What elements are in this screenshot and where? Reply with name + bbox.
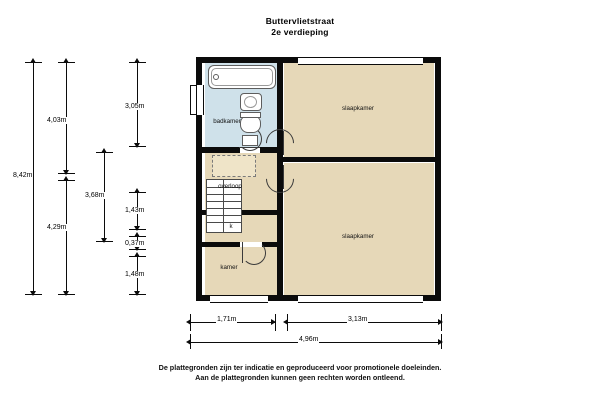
dimension-lower-height-label: 4,29m [47, 224, 67, 231]
room-slaapkamer-onder-fill [284, 163, 434, 295]
door-leaf-kamer [242, 242, 243, 263]
room-kamer-fill [205, 247, 277, 295]
window-bottom-right [298, 295, 423, 303]
dimension-kast-height-label: 0,37m [125, 240, 145, 247]
door-arc-kamer [242, 241, 266, 265]
dimension-stair-height-label: 1,43m [125, 207, 145, 214]
dimension-kamer-height-label: 1,48m [125, 271, 145, 278]
window-badkamer-left [196, 85, 204, 115]
wall-horizontal-slaapkamers [283, 157, 441, 162]
door-leaf-slaapkamer-onder [283, 165, 284, 189]
room-label-slaapkamer-boven: slaapkamer [342, 105, 374, 112]
bathtub-inner [211, 68, 273, 86]
window-badkamer-left-recess [190, 85, 197, 115]
page-title: Buttervlietstraat [265, 16, 335, 26]
room-label-kamer: kamer [220, 264, 238, 271]
room-label-badkamer: badkamer [213, 118, 241, 125]
window-bottom-left [210, 295, 268, 303]
room-label-kast: k [229, 223, 233, 230]
dimension-right-width-label: 3,13m [348, 316, 368, 323]
overloop-hatch-icon [212, 155, 256, 177]
dimension-upper-height-label: 4,03m [47, 117, 67, 124]
bathtub-drain-icon [213, 74, 219, 80]
dimension-total-height-label: 8,42m [13, 172, 33, 179]
page-subtitle: 2e verdieping [271, 27, 329, 37]
dimension-badkamer-height-label: 3,05m [125, 103, 145, 110]
dimension-left-width-label: 1,71m [217, 316, 237, 323]
door-leaf-slaapkamer-boven [283, 131, 284, 155]
dimension-middle-height-label: 3,68m [85, 192, 105, 199]
floorplan-drawing [180, 55, 442, 300]
dimension-total-width-label: 4,96m [299, 336, 319, 343]
room-label-overloop: overloop [218, 183, 242, 190]
window-top-right [298, 57, 423, 65]
door-leaf-badkamer [239, 147, 260, 148]
disclaimer-line-2: Aan de plattegronden kunnen geen rechten worden ontleend. [195, 373, 405, 382]
sink-bowl-icon [244, 96, 257, 108]
disclaimer-line-1: De plattegronden zijn ter indicatie en geproduceerd voor promotionele doeleinden. [158, 363, 442, 372]
wall-right [435, 57, 441, 301]
room-label-slaapkamer-onder: slaapkamer [342, 233, 374, 240]
